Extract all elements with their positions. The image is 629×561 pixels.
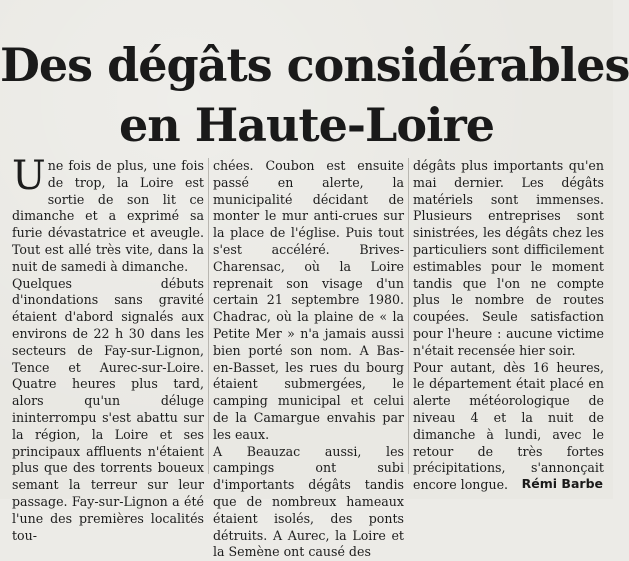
column-1 [8, 153, 208, 543]
headline-line-1: Des dégâts considérables [0, 37, 629, 92]
headline [0, 35, 629, 155]
paragraph: chées. Coubon est ensuite passé en alerte, la municipalité décidant de monter le mur anti-crues sur la place de l'église. Puis tout s'est accéléré. Brives-Charensac, où la Loire reprenait son visage d'un certain 21 septembre 1980. Chadrac, où la plaine de « la Petite Mer » n'a jamais aussi bien porté son nom. A Bas-en-Basset, les rues du bourg étaient submergées, le camping municipal et celui de la Camargue envahis par les eaux. [213, 158, 404, 442]
paragraph: Pour autant, dès 16 heures, le département était placé en alerte météorologique de niveau 4 et la nuit de dimanche à lundi, avec le retour de très fortes précipitations, s'annonçait encore longue. [413, 359, 604, 493]
column-2 [208, 158, 408, 560]
author-signature: Rémi Barbe [521, 476, 603, 491]
paragraph-text: ne fois de plus, une fois de trop, la Loire est sortie de son lit ce dimanche et a exprimé sa furie dévastatrice et aveugle. Tout est allé très vite, dans la nuit de samedi à dimanche. [12, 158, 204, 274]
paragraph [12, 153, 204, 276]
headline-line-2: en Haute-Loire [118, 97, 495, 152]
drop-cap: U [12, 153, 46, 199]
paragraph: A Beauzac aussi, les campings ont subi d'importants dégâts tandis que de nombreux hameaux étaient isolés, des ponts détruits. A Aurec, la Loire et la Semène ont causé des [213, 443, 404, 560]
paragraph: dégâts plus importants qu'en mai dernier. Les dégâts matériels sont immenses. Plusieurs entreprises sont sinistrées, les dégâts chez les particuliers sont difficilement estimables pour le moment tandis que l'on ne compte plus le nombre de routes coupées. Seule satisfaction pour l'heure : aucune victime n'était recensée hier soir. [413, 158, 604, 358]
paragraph: Quelques débuts d'inondations sans gravité étaient d'abord signalés aux environs de 22 h 30 dans les secteurs de Fay-sur-Lignon, Tence et Aurec-sur-Loire. Quatre heures plus tard, alors qu'un déluge ininterrompu s'est abattu sur la région, la Loire et ses principaux affluents n'étaient plus que des torrents boueux semant la terreur sur leur passage. Fay-sur-Lignon a été l'une des premières localités tou- [12, 275, 204, 543]
